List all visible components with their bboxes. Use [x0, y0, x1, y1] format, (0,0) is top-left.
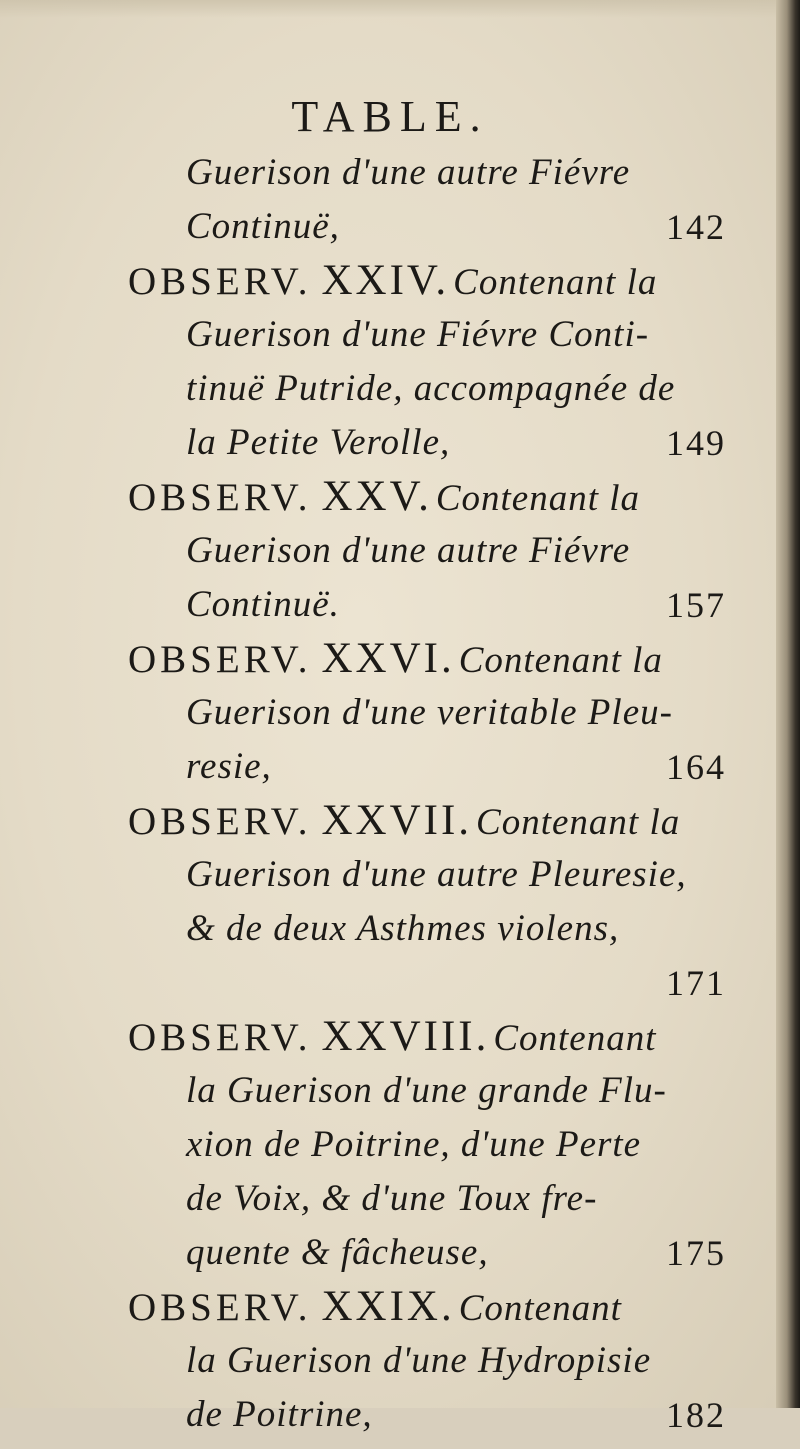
entry-text: quente & fâcheuse, [186, 1232, 489, 1273]
entry-line [128, 362, 728, 416]
toc-entry-xxviii [128, 1010, 728, 1280]
toc-entry-xxvi [128, 632, 728, 794]
page-top-shadow [0, 0, 800, 18]
entry-heading-line [128, 254, 728, 308]
entry-heading-line [128, 632, 728, 686]
toc-entry-continuation [128, 146, 728, 254]
entry-text: Contenant la [435, 478, 641, 519]
entry-text: Continuë, [186, 206, 340, 247]
entry-page-line [128, 956, 728, 1010]
entry-line [128, 1226, 728, 1280]
entry-line [128, 524, 728, 578]
toc-entry-xxiv [128, 254, 728, 470]
entry-text: Continuë. [186, 584, 340, 625]
entry-text: la Guerison d'une Hydropisie [186, 1340, 652, 1381]
entry-line [128, 308, 728, 362]
entry-line [128, 1172, 728, 1226]
entry-line [128, 848, 728, 902]
entry-line [128, 1388, 728, 1442]
entry-text: Guerison d'une autre Fiévre [186, 530, 631, 571]
page-gutter-shadow [776, 0, 800, 1408]
observation-label: OBSERV. [128, 260, 312, 303]
page-number: 157 [666, 585, 726, 625]
entry-text: de Voix, & d'une Toux fre- [186, 1178, 598, 1219]
entry-text: Contenant la [458, 640, 663, 681]
entry-text: Guerison d'une autre Fiévre [186, 152, 631, 193]
entry-line [128, 1334, 728, 1388]
entry-line [128, 146, 728, 200]
observation-numeral: XXIV. [321, 257, 450, 304]
entry-heading-line [128, 470, 728, 524]
entry-text: & de deux Asthmes violens, [186, 908, 620, 949]
entry-text: de Poitrine, [186, 1394, 373, 1435]
page-number: 171 [666, 963, 726, 1003]
entry-text: Contenant la [476, 802, 681, 843]
entry-text: Contenant [458, 1288, 622, 1329]
entry-line [128, 686, 728, 740]
table-of-contents [128, 146, 728, 1442]
page-number: 175 [666, 1233, 726, 1273]
page-number: 149 [666, 423, 726, 463]
page-number: 142 [666, 207, 726, 247]
page-number: 164 [666, 747, 726, 787]
observation-label: OBSERV. [128, 1286, 312, 1329]
entry-text: xion de Poitrine, d'une Perte [186, 1124, 642, 1165]
toc-entry-xxv [128, 470, 728, 632]
entry-heading-line [128, 794, 728, 848]
entry-line [128, 1118, 728, 1172]
entry-line [128, 902, 728, 956]
entry-text: Guerison d'une autre Pleuresie, [186, 854, 687, 895]
entry-text: la Petite Verolle, [186, 422, 451, 463]
entry-line [128, 740, 728, 794]
observation-label: OBSERV. [128, 638, 312, 681]
running-head: TABLE. [291, 92, 489, 141]
entry-text: Contenant [493, 1018, 657, 1059]
entry-text: la Guerison d'une grande Flu- [186, 1070, 667, 1111]
entry-heading-line [128, 1280, 728, 1334]
entry-text: resie, [186, 746, 272, 787]
page-number: 182 [666, 1395, 726, 1435]
observation-label: OBSERV. [128, 1016, 312, 1059]
observation-numeral: XXVI. [321, 635, 455, 682]
entry-line [128, 1064, 728, 1118]
entry-heading-line [128, 1010, 728, 1064]
entry-line [128, 200, 728, 254]
observation-numeral: XXVIII. [321, 1013, 490, 1060]
entry-text: Guerison d'une veritable Pleu- [186, 692, 673, 733]
entry-text: Contenant la [453, 262, 658, 303]
entry-text: tinuë Putride, accompagnée de [186, 368, 676, 409]
observation-numeral: XXV. [321, 473, 432, 520]
toc-entry-xxix [128, 1280, 728, 1442]
observation-numeral: XXIX. [321, 1283, 455, 1330]
observation-label: OBSERV. [128, 800, 312, 843]
entry-line [128, 578, 728, 632]
entry-text: Guerison d'une Fiévre Conti- [186, 314, 650, 355]
toc-entry-xxvii [128, 794, 728, 1010]
entry-line [128, 416, 728, 470]
observation-label: OBSERV. [128, 476, 312, 519]
observation-numeral: XXVII. [321, 797, 473, 844]
